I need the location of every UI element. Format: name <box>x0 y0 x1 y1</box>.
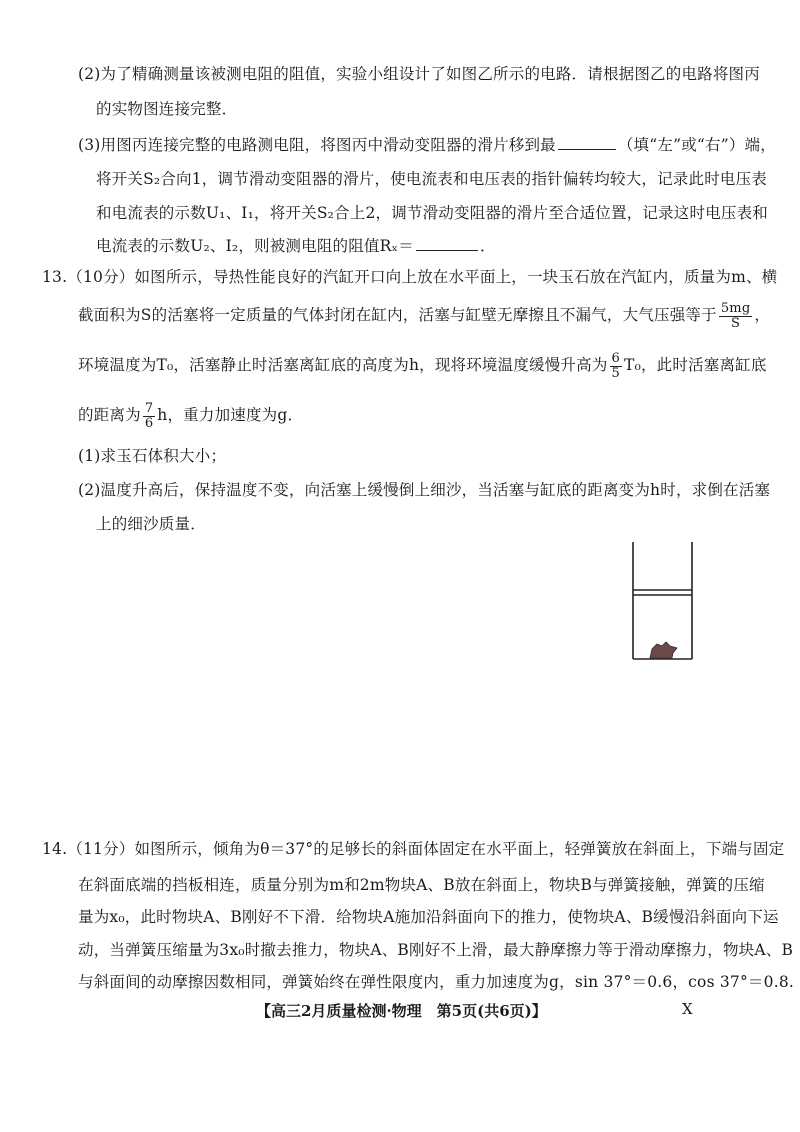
q13-line2-tail: ， <box>754 306 771 325</box>
cylinder-figure <box>628 540 698 664</box>
jade-stone <box>650 642 677 658</box>
fraction-temperature-denominator: 5 <box>611 365 621 381</box>
q13-line4 <box>78 402 303 430</box>
q14-line4: 动，当弹簧压缩量为3x₀时撤去推力，物块A、B刚好不上滑，最大静摩擦力等于滑动摩擦力，物块A、B <box>78 941 794 959</box>
q14-line2: 在斜面底端的挡板相连，质量分别为m和2m物块A、B放在斜面上，物块B与弹簧接触，弹簧的压缩 <box>78 876 765 894</box>
q12-part3-line4-text: 电流表的示数U₂、I₂，则被测电阻的阻值Rₓ＝ <box>96 237 414 255</box>
q13-line3-text: 环境温度为T₀，活塞静止时活塞离缸底的高度为h，现将环境温度缓慢升高为 <box>78 356 608 375</box>
q12-part3-line1-tail: （填“左”或“右”）端， <box>617 136 776 154</box>
q12-part3-line1-text: (3)用图丙连接完整的电路测电阻，将图丙中滑动变阻器的滑片移到最 <box>78 136 556 154</box>
q13-sub1: (1)求玉石体积大小； <box>78 447 227 465</box>
answer-blank-direction <box>558 148 616 150</box>
q12-part2-line2: 的实物图连接完整． <box>96 100 238 118</box>
q14-line1: 14.（11分）如图所示，倾角为θ＝37°的足够长的斜面体固定在水平面上，轻弹簧放在斜面上，下端与固定 <box>42 840 785 858</box>
q12-part3-line3: 和电流表的示数U₁、I₁，将开关S₂合上2，调节滑动变阻器的滑片至合适位置，记录这时电压表和 <box>96 204 769 222</box>
answer-blank-resistance <box>416 249 478 251</box>
q14-line5: 与斜面间的动摩擦因数相同，弹簧始终在弹性限度内，重力加速度为g，sin 37°＝0.6，cos 37°＝0.8. <box>78 973 795 991</box>
q12-part2-line1: (2)为了精确测量该被测电阻的阻值，实验小组设计了如图乙所示的电路．请根据图乙的电路将图丙 <box>78 65 760 83</box>
q13-line3-tail: T₀，此时活塞离缸底 <box>624 356 767 375</box>
fraction-pressure-numerator: 5mg <box>720 301 751 316</box>
fraction-pressure-denominator: S <box>731 315 741 331</box>
q13-line1: 13.（10分）如图所示，导热性能良好的汽缸开口向上放在水平面上，一块玉石放在汽缸内，质量为m、横 <box>42 268 778 286</box>
q12-part3-line2: 将开关S₂合向1，调节滑动变阻器的滑片，使电流表和电压表的指针偏转均较大，记录此时电压表 <box>96 170 767 188</box>
q13-sub2-line2: 上的细沙质量． <box>96 515 206 533</box>
fraction-pressure <box>719 302 753 330</box>
q13-line4-text: 的距离为 <box>78 406 141 425</box>
footer-page-info: 【高三2月质量检测·物理 第5页(共6页)】 <box>256 1002 547 1020</box>
q12-part3-line1 <box>78 133 776 155</box>
q14-line3: 量为x₀，此时物块A、B刚好不下滑．给物块A施加沿斜面向下的推力，使物块A、B缓慢沿斜面向下运 <box>78 908 779 926</box>
fraction-temperature <box>610 352 622 380</box>
q13-line3 <box>78 352 767 380</box>
q13-line2-text: 截面积为S的活塞将一定质量的气体封闭在缸内，活塞与缸壁无摩擦且不漏气，大气压强等于 <box>78 306 717 325</box>
fraction-height-numerator: 7 <box>144 401 154 416</box>
q13-line4-tail: h，重力加速度为g． <box>157 406 304 425</box>
fraction-temperature-numerator: 6 <box>611 351 621 366</box>
footer-version-mark: X <box>682 1000 693 1018</box>
fraction-height <box>143 402 155 430</box>
q12-part3-line4: 电流表的示数U₂、I₂，则被测电阻的阻值Rₓ＝ ． <box>96 237 496 255</box>
q13-line2 <box>78 302 770 330</box>
fraction-height-denominator: 6 <box>144 415 154 431</box>
q13-sub2-line1: (2)温度升高后，保持温度不变，向活塞上缓慢倒上细沙，当活塞与缸底的距离变为h时，求倒在活塞 <box>78 481 771 499</box>
